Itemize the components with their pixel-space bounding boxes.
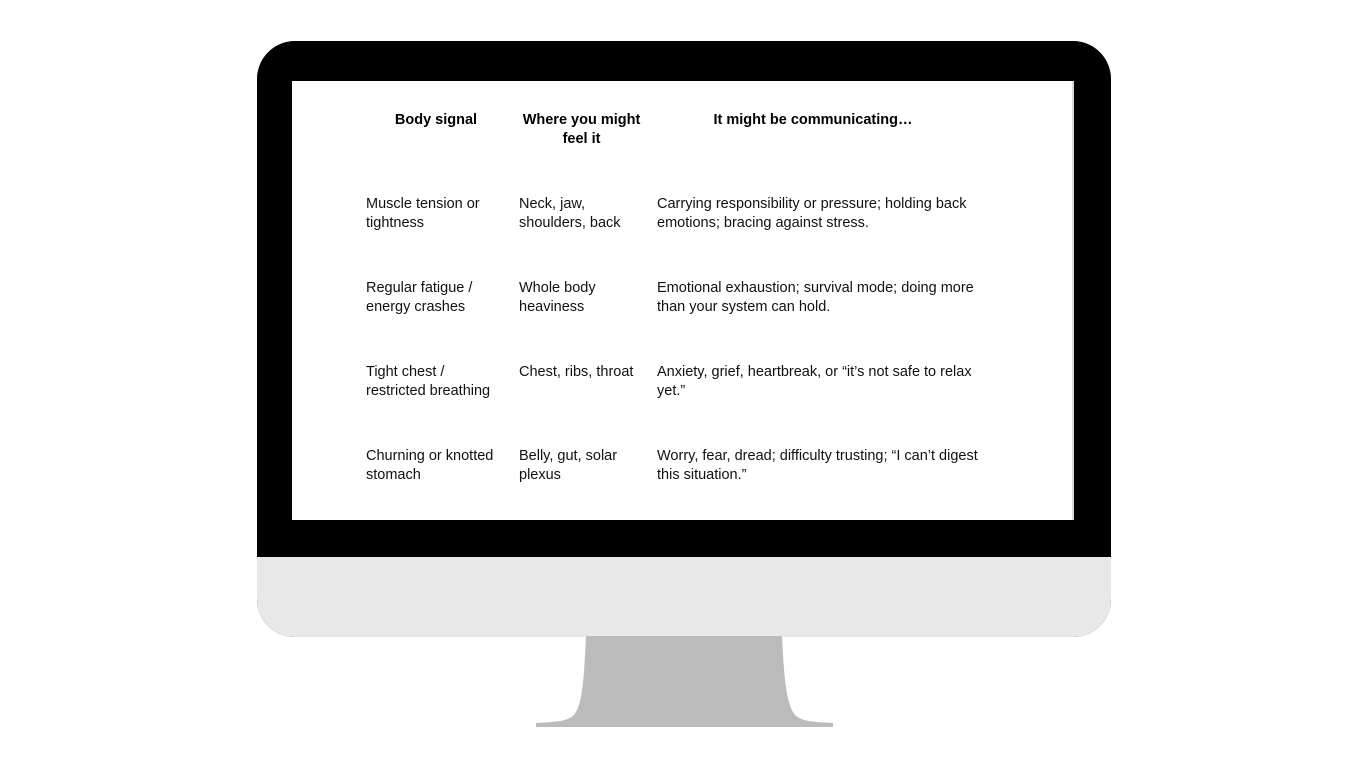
row-3-location: Chest, ribs, throat	[519, 364, 634, 380]
monitor-chin	[257, 557, 1111, 637]
row-4-signal: Churning or knotted stomach	[366, 448, 494, 483]
row-2-signal: Regular fatigue / energy crashes	[366, 280, 473, 315]
row-3-signal: Tight chest / restricted breathing	[366, 364, 491, 399]
monitor-stand	[536, 636, 833, 727]
row-2-location: Whole body heaviness	[519, 280, 596, 315]
row-1-meaning: Carrying responsibility or pressure; holding back emotions; bracing against stress.	[657, 196, 967, 231]
monitor-screen	[292, 81, 1074, 520]
row-3-meaning: Anxiety, grief, heartbreak, or “it’s not safe to relax yet.”	[657, 364, 972, 399]
header-might-be-communicating: It might be communicating…	[713, 112, 913, 128]
header-where-you-feel-it: Where you might feel it	[522, 112, 641, 147]
header-body-signal: Body signal	[394, 112, 478, 128]
body-signals-table	[292, 81, 1074, 520]
row-4-location: Belly, gut, solar plexus	[519, 448, 618, 483]
row-2-meaning: Emotional exhaustion; survival mode; doing more than your system can hold.	[657, 280, 974, 315]
row-1-location: Neck, jaw, shoulders, back	[519, 196, 621, 231]
row-1-signal: Muscle tension or tightness	[366, 196, 480, 231]
row-4-meaning: Worry, fear, dread; difficulty trusting; “I can’t digest this situation.”	[657, 448, 978, 483]
